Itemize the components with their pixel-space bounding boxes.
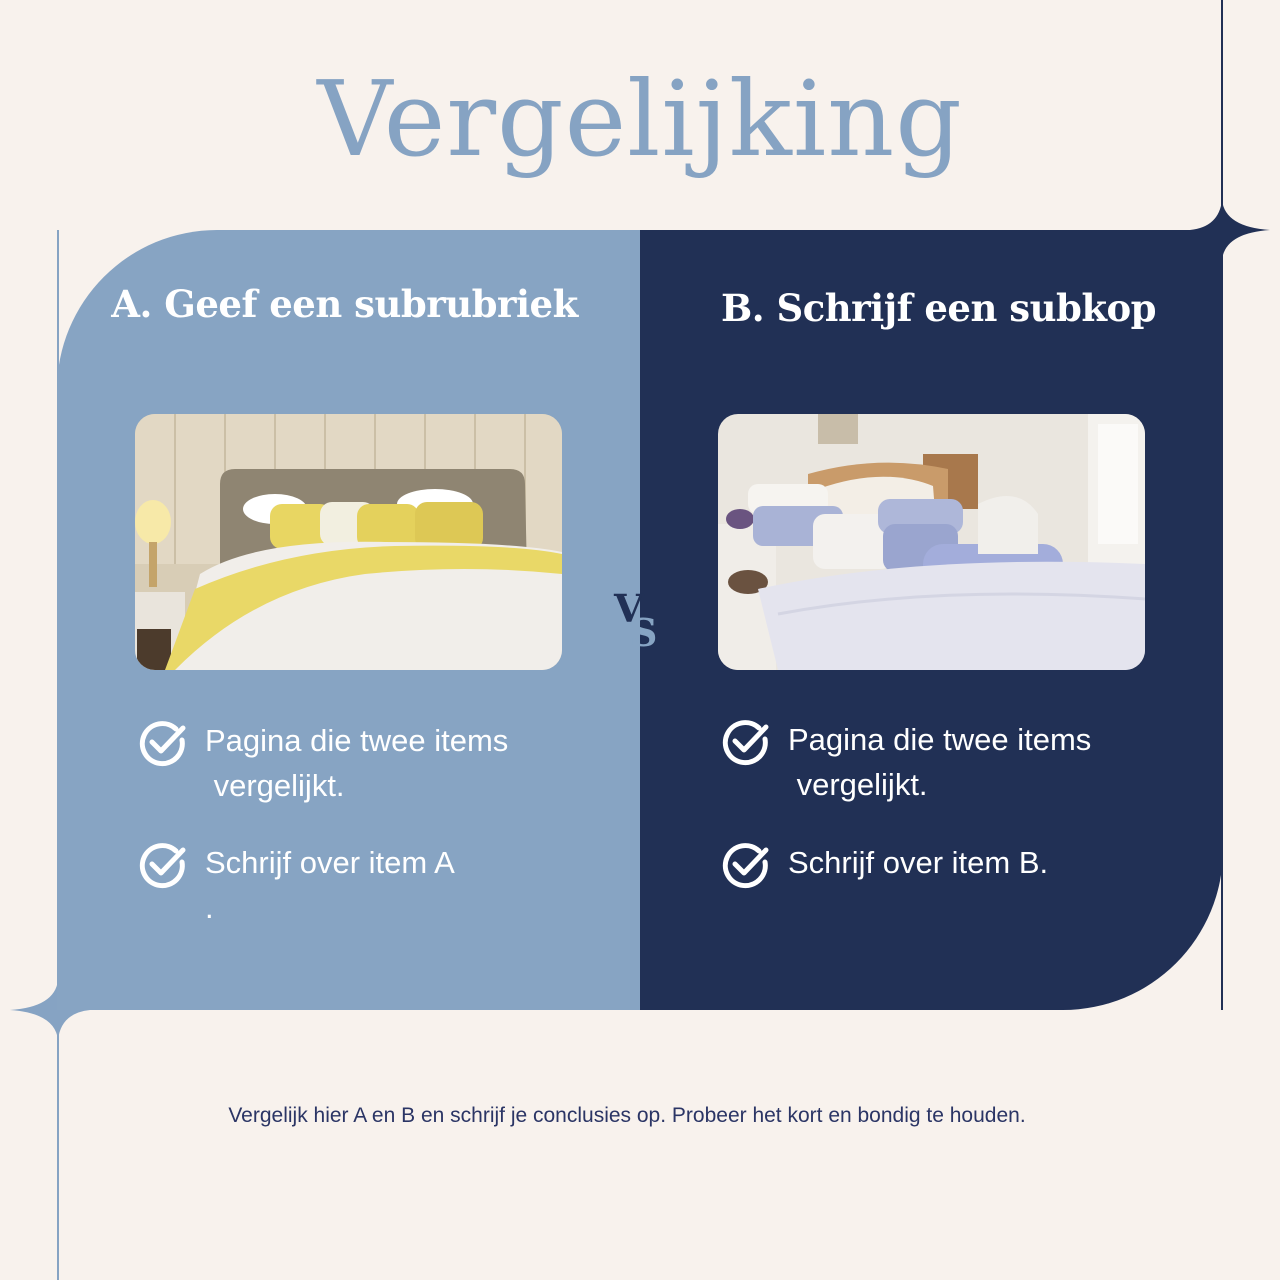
option-a-panel [57, 230, 640, 1010]
option-a-point-2-text: Schrijf over item A . [205, 845, 455, 925]
vs-letter-v: V [614, 586, 644, 631]
option-b-panel [640, 230, 1223, 1010]
check-circle-icon [138, 718, 188, 768]
check-circle-icon [721, 717, 771, 767]
option-b-point-2-text: Schrijf over item B. [788, 845, 1049, 880]
check-circle-icon [138, 840, 188, 890]
check-circle-icon [721, 840, 771, 890]
bed-yellow-bedding-photo [135, 414, 562, 670]
bed-blue-pillows-photo [718, 414, 1145, 670]
footer-conclusion-text: Vergelijk hier A en B en schrijf je conclusies op. Probeer het kort en bondig te houden. [228, 1104, 1026, 1127]
option-a-point-1-text: Pagina die twee items vergelijkt. [205, 723, 509, 803]
page-title: Vergelijking [317, 58, 963, 180]
option-a-heading: A. Geef een subrubriek [111, 282, 578, 326]
vs-letter-s: S [630, 610, 658, 654]
vs-mark [608, 584, 668, 654]
option-b-point-1-text: Pagina die twee items vergelijkt. [788, 722, 1092, 802]
option-b-heading: B. Schrijf een subkop [720, 286, 1157, 330]
